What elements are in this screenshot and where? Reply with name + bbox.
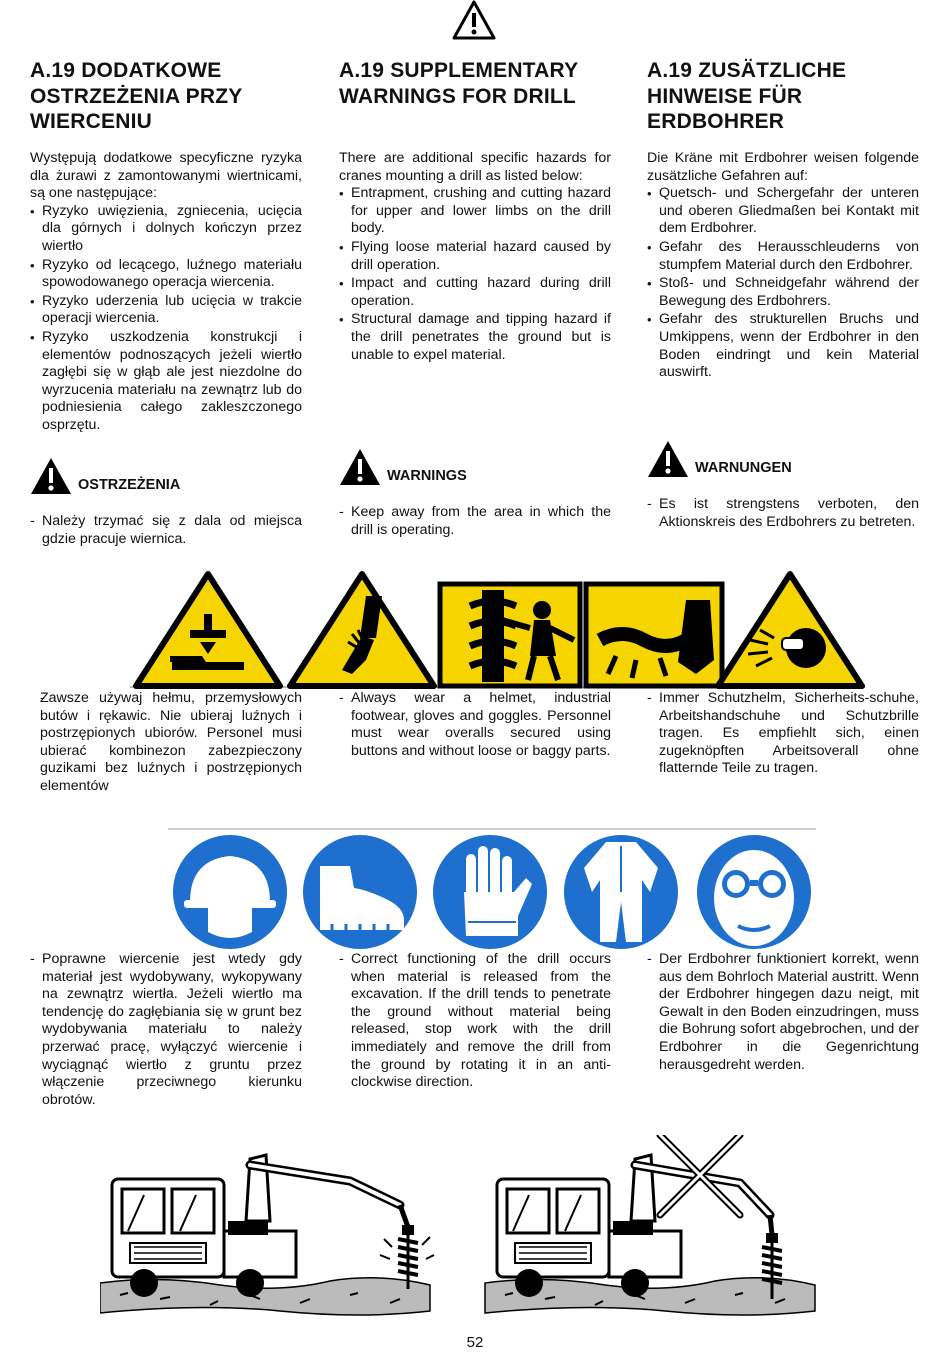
de-warning-label: WARNUNGEN bbox=[695, 460, 792, 476]
drill-illustration bbox=[100, 1135, 820, 1325]
de-warning-text: - Es ist strengstens verboten, den Aktionskreis des Erdbohrers zu betreten. bbox=[647, 496, 919, 531]
pl-intro: Występują dodatkowe specyficzne ryzyka dla żurawi z zamontowanymi wiertnicami, są one następujące: bbox=[30, 150, 302, 202]
en-hazards bbox=[339, 150, 611, 365]
list-item: • Ryzyko od lecącego, luźnego materiału spowodowanego operacja wiercenia. bbox=[30, 257, 302, 292]
ppe-signs-strip bbox=[168, 832, 818, 950]
en-ppe-block bbox=[339, 690, 611, 760]
list-item: • Structural damage and tipping hazard if the drill penetrates the ground but is unable to expel material. bbox=[339, 311, 611, 364]
pl-drill-block bbox=[30, 951, 302, 1109]
overall-icon bbox=[564, 835, 678, 949]
goggles-impact-icon bbox=[718, 574, 862, 686]
goggles-icon bbox=[697, 835, 811, 949]
de-ppe-text: - Immer Schutzhelm, Sicherheits-schuhe, Arbeitshandschuhe und Schutzbrille tragen. Es empfiehlt sich, einen zugeknöpften Arbeitsoverall ohne flatternde Teile zu tragen. bbox=[647, 690, 919, 778]
de-drill-block bbox=[647, 951, 919, 1074]
en-drill-block bbox=[339, 951, 611, 1092]
hand-cut-icon bbox=[290, 574, 434, 686]
list-item: • Quetsch- und Schergefahr der unteren und oberen Gliedmaßen bei Kontakt mit dem Erdbohrer. bbox=[647, 185, 919, 238]
de-column bbox=[647, 58, 919, 135]
warning-icon bbox=[339, 448, 381, 486]
de-title: A.19 ZUSÄTZLICHE HINWEISE FÜR ERDBOHRER bbox=[647, 59, 847, 133]
page-number: 52 bbox=[466, 1334, 484, 1351]
safety-boot-icon bbox=[303, 835, 417, 949]
pl-title: A.19 DODATKOWE OSTRZEŻENIA PRZY WIERCENIU bbox=[30, 59, 243, 133]
truck-drill-wrong-icon bbox=[485, 1135, 815, 1315]
list-item: • Flying loose material hazard caused by drill operation. bbox=[339, 239, 611, 274]
pl-column bbox=[30, 58, 302, 135]
truck-drill-correct-icon bbox=[100, 1155, 434, 1315]
hazard-signs-strip bbox=[130, 570, 865, 690]
glove-icon bbox=[433, 835, 547, 949]
divider bbox=[168, 828, 816, 830]
list-item: • Gefahr des strukturellen Bruchs und Umkippens, wenn der Erdbohrer in den Boden eindringt und kein Material auswirft. bbox=[647, 311, 919, 381]
pl-warning-block bbox=[30, 457, 302, 548]
list-item: • Gefahr des Herausschleuderns von stumpfem Material durch den Erdbohrer. bbox=[647, 239, 919, 274]
de-intro: Die Kräne mit Erdbohrer weisen folgende zusätzliche Gefahren auf: bbox=[647, 150, 919, 184]
auger-entrapment-icon bbox=[440, 584, 580, 686]
de-ppe-block bbox=[647, 690, 919, 778]
warning-icon bbox=[30, 457, 72, 495]
pl-ppe-block bbox=[40, 690, 302, 796]
flying-material-icon bbox=[586, 584, 722, 686]
list-item: • Ryzyko uszkodzenia konstrukcji i elementów podnoszących jeżeli wiertło zagłębi się w głąb ale jest niezdolne do wyrzucenia materiału na zewnątrz lub do podniesienia całego zakleszczonego osprzętu. bbox=[30, 329, 302, 435]
list-item: • Impact and cutting hazard during drill operation. bbox=[339, 275, 611, 310]
pl-warning-text: - Należy trzymać się z dala od miejsca gdzie pracuje wiernica. bbox=[30, 513, 302, 548]
warning-icon bbox=[647, 440, 689, 478]
en-column bbox=[339, 58, 611, 109]
list-item: • Ryzyko uderzenia lub ucięcia w trakcie operacji wiercenia. bbox=[30, 293, 302, 328]
en-warning-text: - Keep away from the area in which the drill is operating. bbox=[339, 504, 611, 539]
helmet-icon bbox=[173, 835, 287, 949]
list-item: • Entrapment, crushing and cutting hazard for upper and lower limbs on the drill body. bbox=[339, 185, 611, 238]
pl-hazards bbox=[30, 150, 302, 436]
list-item: • Ryzyko uwięzienia, zgniecenia, ucięcia dla górnych i dolnych kończyn przez wiertło bbox=[30, 203, 302, 256]
en-ppe-text: - Always wear a helmet, industrial footwear, gloves and goggles. Personnel must wear overalls secured using buttons and without loose or baggy parts. bbox=[339, 690, 611, 760]
de-hazard-list bbox=[647, 185, 919, 382]
pl-warning-label: OSTRZEŻENIA bbox=[78, 477, 181, 493]
en-warning-label: WARNINGS bbox=[387, 468, 467, 484]
en-warning-block bbox=[339, 448, 611, 539]
de-warning-block bbox=[647, 440, 919, 531]
hand-crush-icon bbox=[136, 574, 280, 686]
en-intro: There are additional specific hazards for cranes mounting a drill as listed below: bbox=[339, 150, 611, 184]
list-item: • Stoß- und Schneidgefahr während der Bewegung des Erdbohrers. bbox=[647, 275, 919, 310]
pl-hazard-list bbox=[30, 203, 302, 435]
en-hazard-list bbox=[339, 185, 611, 364]
pl-drill-text: - Poprawne wiercenie jest wtedy gdy materiał jest wydobywany, wykopywany na zewnątrz wiertła. Jeżeli wiertło ma tendencję do zagłębiania się w grunt bez wydobywania materiału to należy przerwać pracę, wyłączyć wiercenie i wyciągnąć wiertło z gruntu przez włączenie przeciwnego kierunku obrotów. bbox=[30, 951, 302, 1109]
top-warning-icon bbox=[452, 0, 496, 40]
de-hazards bbox=[647, 150, 919, 383]
de-drill-text: - Der Erdbohrer funktioniert korrekt, wenn aus dem Bohrloch Material austritt. Wenn der Erdbohrer hingegen dazu neigt, mit Gewalt in den Boden einzudringen, muss die Bohrung sofort abgebrochen, und der Erdbohrer in die Gegenrichtung herausgedreht werden. bbox=[647, 951, 919, 1074]
en-drill-text: - Correct functioning of the drill occurs when material is released from the excavation. If the drill tends to penetrate the ground without material being released, stop work with the drill immediately and remove the drill from the ground by rotating it in an anti-clockwise direction. bbox=[339, 951, 611, 1092]
pl-ppe-text: - Zawsze używaj hełmu, przemysłowych butów i rękawic. Nie ubieraj luźnych i postrzępionych ubiorów. Personel musi ubierać kombinezon zabezpieczony guzikami bez luźnych i postrzępionych elementów bbox=[40, 690, 302, 796]
en-title: A.19 SUPPLEMENTARY WARNINGS FOR DRILL bbox=[339, 59, 578, 108]
